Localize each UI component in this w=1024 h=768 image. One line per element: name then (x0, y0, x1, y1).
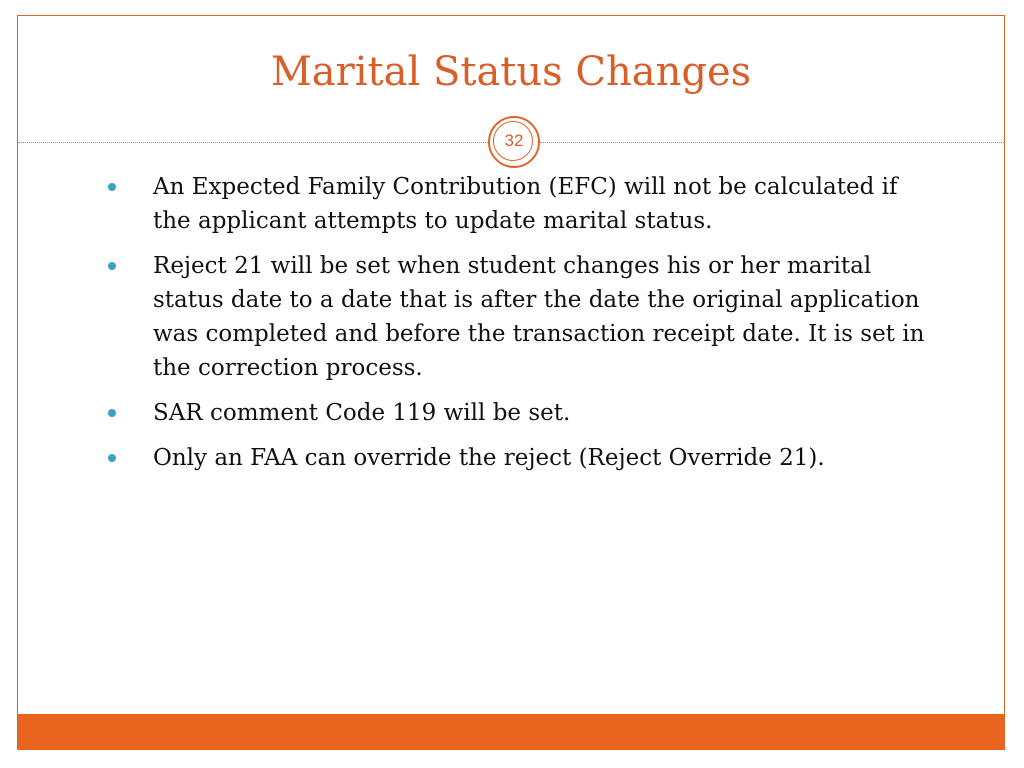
bullet-dot-icon (108, 409, 116, 417)
title-divider-right (540, 142, 1004, 143)
bullet-dot-icon (108, 454, 116, 462)
page-number-badge (488, 116, 540, 168)
bullet-item (100, 249, 940, 385)
page-number: 32 (504, 131, 524, 150)
footer-accent-bar (17, 714, 1005, 750)
bullet-text: Only an FAA can override the reject (Reject Override 21). (153, 445, 825, 471)
bullet-text: SAR comment Code 119 will be set. (153, 400, 571, 426)
bullet-list (100, 170, 940, 486)
slide-title: Marital Status Changes (270, 49, 752, 95)
bullet-text: Reject 21 will be set when student changes his or her marital status date to a date that is after the date the original application was completed and before the transaction receipt date. It is set in the correction process. (153, 253, 925, 381)
bullet-item (100, 441, 940, 475)
bullet-dot-icon (108, 183, 116, 191)
bullet-item (100, 170, 940, 238)
bullet-item (100, 396, 940, 430)
title-divider-left (18, 142, 488, 143)
bullet-text: An Expected Family Contribution (EFC) will not be calculated if the applicant attempts to update marital status. (153, 174, 898, 234)
bullet-dot-icon (108, 262, 116, 270)
